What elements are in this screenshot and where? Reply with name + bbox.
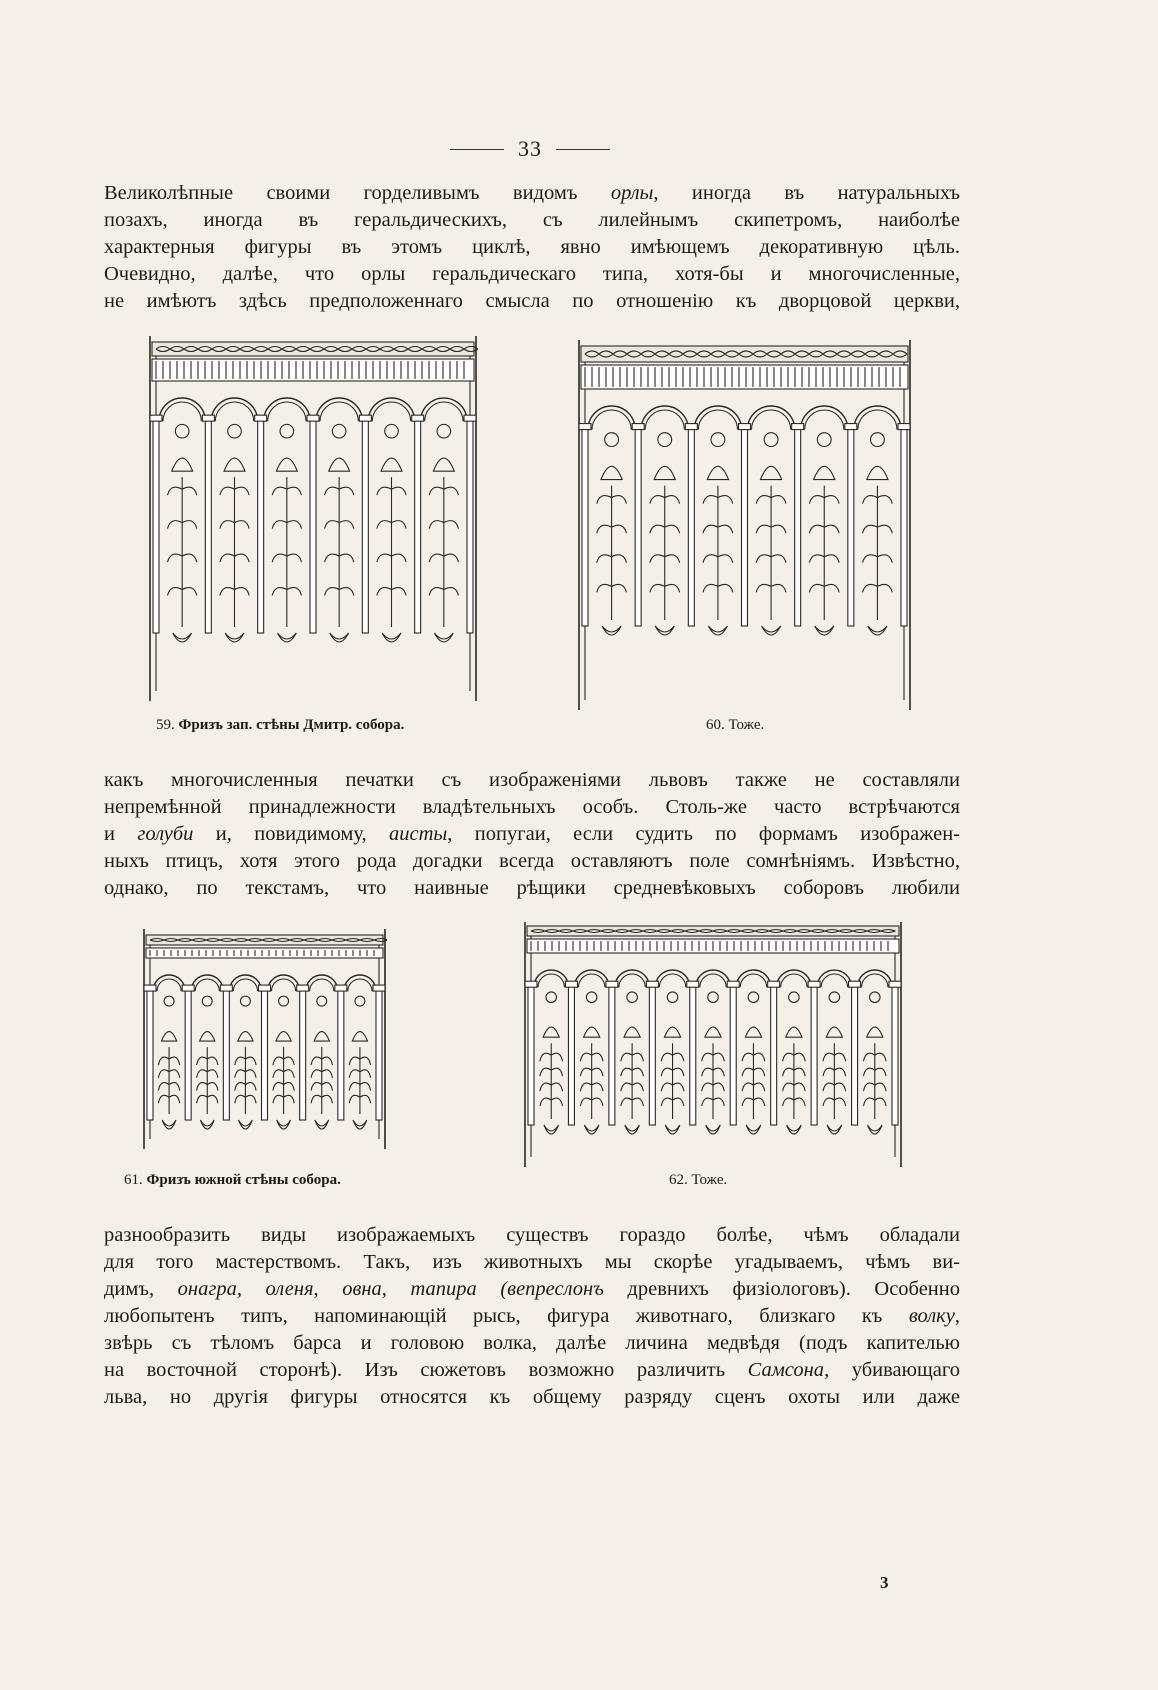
figure-62-number: 62. [669, 1172, 688, 1188]
figure-60-caption-text: Тоже. [728, 717, 765, 733]
text-line: Очевидно, далѣе, что орлы геральдическаго типа, хотя-бы и многочисленные, [104, 263, 960, 285]
page-number: 33 [518, 136, 542, 161]
text-line: не имѣютъ здѣсь предположеннаго смысла по отношенію къ дворцовой церкви, [104, 290, 960, 312]
figure-60-number: 60. [706, 717, 725, 733]
frieze-drawing-59 [148, 336, 478, 701]
text-line: для того мастерствомъ. Такъ, изъ животныхъ мы скорѣе угадываемъ, чѣмъ ви- [104, 1251, 960, 1273]
header-rule-left [450, 149, 504, 150]
header-rule-right [556, 149, 610, 150]
figure-61-caption-text: Фризъ южной стѣны собора. [146, 1172, 341, 1188]
text-line: однако, по текстамъ, что наивные рѣщики средневѣковыхъ соборовъ любили [104, 877, 960, 899]
text-line: характерныя фигуры въ этомъ циклѣ, явно имѣющемъ декоративную цѣль. [104, 236, 960, 258]
figure-59-frieze [148, 336, 478, 701]
figure-61-frieze [142, 929, 387, 1149]
figure-62-caption-text: Тоже. [691, 1172, 728, 1188]
text-line: и голуби и, повидимому, аисты, попугаи, если судить по формамъ изображен- [104, 823, 960, 845]
figure-59-caption [156, 717, 404, 734]
paragraph-1 [104, 180, 960, 315]
figure-59-number: 59. [156, 717, 175, 733]
text-line: любопытенъ типъ, напоминающій рысь, фигура животнаго, близкаго къ волку, [104, 1305, 960, 1327]
text-line: позахъ, иногда въ геральдическихъ, съ лилейнымъ скипетромъ, наиболѣе [104, 209, 960, 231]
figure-59-caption-text: Фризъ зап. стѣны Дмитр. собора. [178, 717, 405, 733]
page-header [440, 136, 620, 162]
text-line: на восточной сторонѣ). Изъ сюжетовъ возможно различить Самсона, убивающаго [104, 1359, 960, 1381]
paragraph-2 [104, 767, 960, 902]
signature-mark: 3 [880, 1573, 889, 1592]
figure-61-caption [124, 1172, 341, 1189]
text-line: ныхъ птицъ, хотя этого рода догадки всегда оставляютъ поле сомнѣніямъ. Извѣстно, [104, 850, 960, 872]
text-line: димъ, онагра, оленя, овна, тапира (вепреслонъ древнихъ физіологовъ). Особенно [104, 1278, 960, 1300]
frieze-drawing-61 [142, 929, 387, 1149]
figure-60-frieze [577, 340, 912, 710]
figure-62-frieze [523, 922, 903, 1167]
text-line: звѣрь съ тѣломъ барса и головою волка, далѣе личина медвѣдя (подъ капителью [104, 1332, 960, 1354]
text-line: непремѣнной принадлежности владѣтельныхъ особъ. Столь-же часто встрѣчаются [104, 796, 960, 818]
frieze-drawing-60 [577, 340, 912, 710]
text-line: льва, но другія фигуры относятся къ общему разряду сценъ охоты или даже [104, 1386, 960, 1408]
figure-61-number: 61. [124, 1172, 143, 1188]
figure-60-caption [706, 717, 764, 734]
text-line: Великолѣпные своими горделивымъ видомъ орлы, иногда въ натуральныхъ [104, 182, 960, 204]
frieze-drawing-62 [523, 922, 903, 1167]
figure-62-caption [669, 1172, 727, 1189]
text-line: какъ многочисленныя печатки съ изображеніями львовъ также не составляли [104, 769, 960, 791]
text-line: разнообразить виды изображаемыхъ существъ гораздо болѣе, чѣмъ обладали [104, 1224, 960, 1246]
paragraph-3 [104, 1222, 960, 1411]
